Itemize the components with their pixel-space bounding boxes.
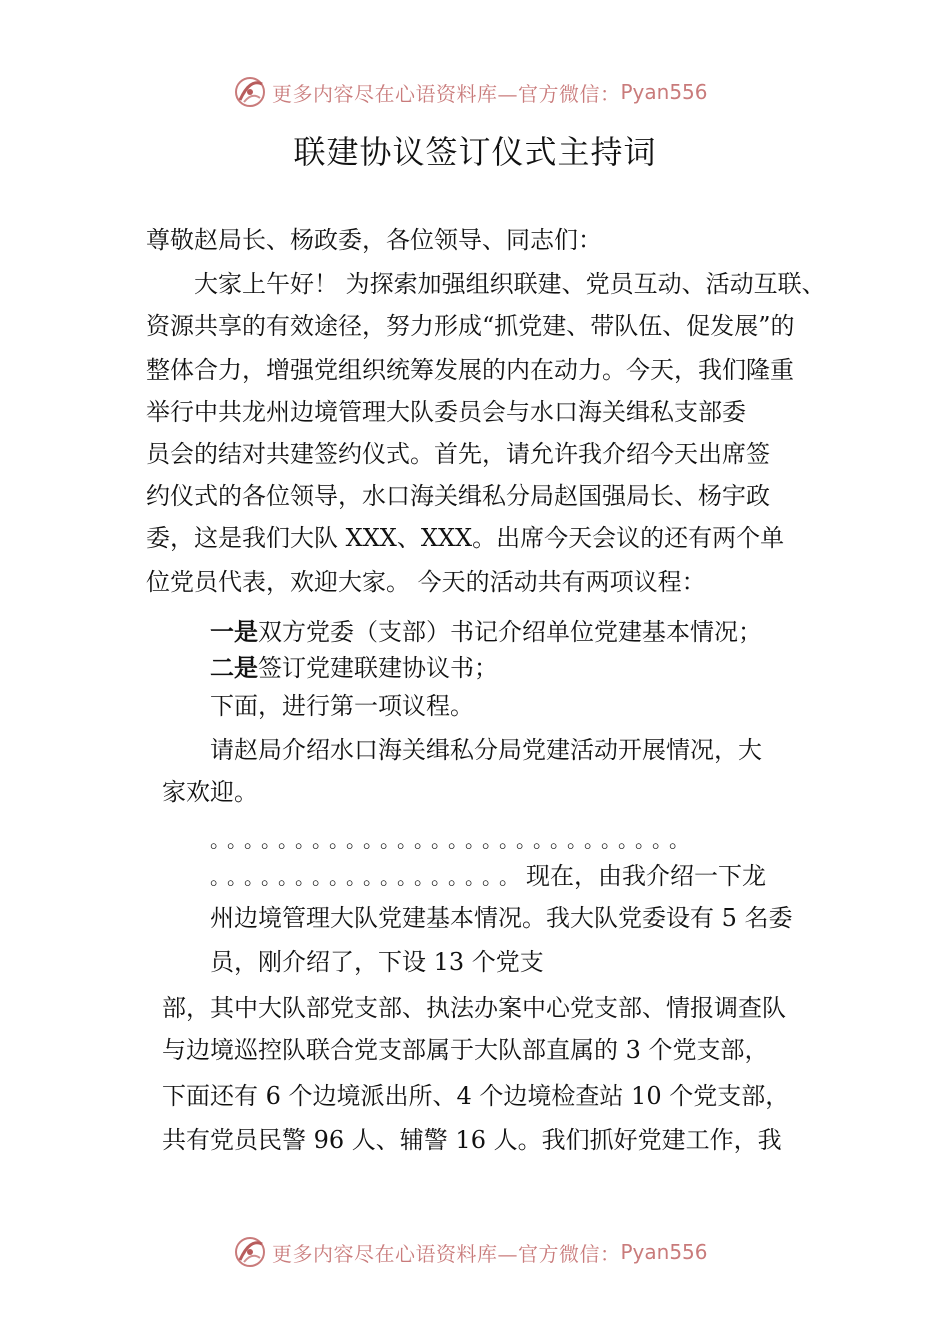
invite-line: 家欢迎。 (162, 778, 258, 806)
paragraph-line: 州边境管理大队党建基本情况。我大队党委设有 5 名委 (210, 904, 793, 932)
invite-line: 请赵局介绍水口海关缉私分局党建活动开展情况，大 (210, 736, 762, 764)
agenda-item-2-text: 签订党建联建协议书； (258, 654, 498, 682)
agenda-item-1-text: 双方党委（支部）书记介绍单位党建基本情况； (258, 618, 762, 646)
paragraph-line: 约仪式的各位领导，水口海关缉私分局赵国强局长、杨宇政 (146, 482, 770, 510)
watermark-banner-top (232, 74, 708, 110)
paragraph-line: 资源共享的有效途径，努力形成“抓党建、带队伍、促发展”的 (146, 312, 795, 340)
paragraph-line: 位党员代表，欢迎大家。 今天的活动共有两项议程： (146, 568, 706, 596)
paragraph-line: 现在，由我介绍一下龙 (526, 862, 766, 890)
paragraph-line: 下面还有 6 个边境派出所、4 个边境检查站 10 个党支部， (162, 1082, 790, 1110)
paragraph-line: 举行中共龙州边境管理大队委员会与水口海关缉私支部委 (146, 398, 746, 426)
watermark-wechat-id: Pyan556 (620, 1240, 708, 1264)
seal-logo-icon (232, 74, 268, 110)
paragraph-line: 共有党员民警 96 人、辅警 16 人。我们抓好党建工作，我 (162, 1126, 782, 1154)
watermark-banner-bottom (232, 1234, 708, 1270)
paragraph-line: 部，其中大队部党支部、执法办案中心党支部、情报调查队 (162, 994, 786, 1022)
document-title: 联建协议签订仪式主持词 (293, 133, 657, 171)
paragraph-line: 整体合力，增强党组织统筹发展的内在动力。今天，我们隆重 (146, 356, 794, 384)
watermark-text: 更多内容尽在心语资料库—官方微信： (272, 1241, 621, 1266)
ellipsis-dots: 。。。。。。。。。。。。。。。。。。。。。。。。。。。。 (210, 828, 696, 852)
paragraph-line: 员会的结对共建签约仪式。首先，请允许我介绍今天出席签 (146, 440, 770, 468)
agenda-item-2 (210, 652, 498, 684)
seal-logo-icon (232, 1234, 268, 1270)
watermark-text: 更多内容尽在心语资料库—官方微信： (272, 81, 621, 106)
ellipsis-dots: 。。。。。。。。。。。。。。。。。。 (210, 865, 526, 889)
paragraph-line: 大家上午好！ 为探索加强组织联建、党员互动、活动互联、 (194, 270, 826, 298)
agenda-item-2-label: 二是 (210, 654, 258, 682)
next-agenda-line: 下面，进行第一项议程。 (210, 692, 474, 720)
paragraph-line: 委，这是我们大队 XXX、XXX。出席今天会议的还有两个单 (146, 524, 785, 552)
greeting-line: 尊敬赵局长、杨政委，各位领导、同志们： (146, 226, 602, 254)
agenda-item-1-label: 一是 (210, 618, 258, 646)
ellipsis-dots-line (210, 860, 766, 893)
paragraph-line: 与边境巡控队联合党支部属于大队部直属的 3 个党支部， (162, 1036, 769, 1064)
watermark-wechat-id: Pyan556 (620, 80, 708, 104)
paragraph-line: 员，刚介绍了，下设 13 个党支 (210, 948, 544, 976)
agenda-item-1 (210, 616, 762, 648)
